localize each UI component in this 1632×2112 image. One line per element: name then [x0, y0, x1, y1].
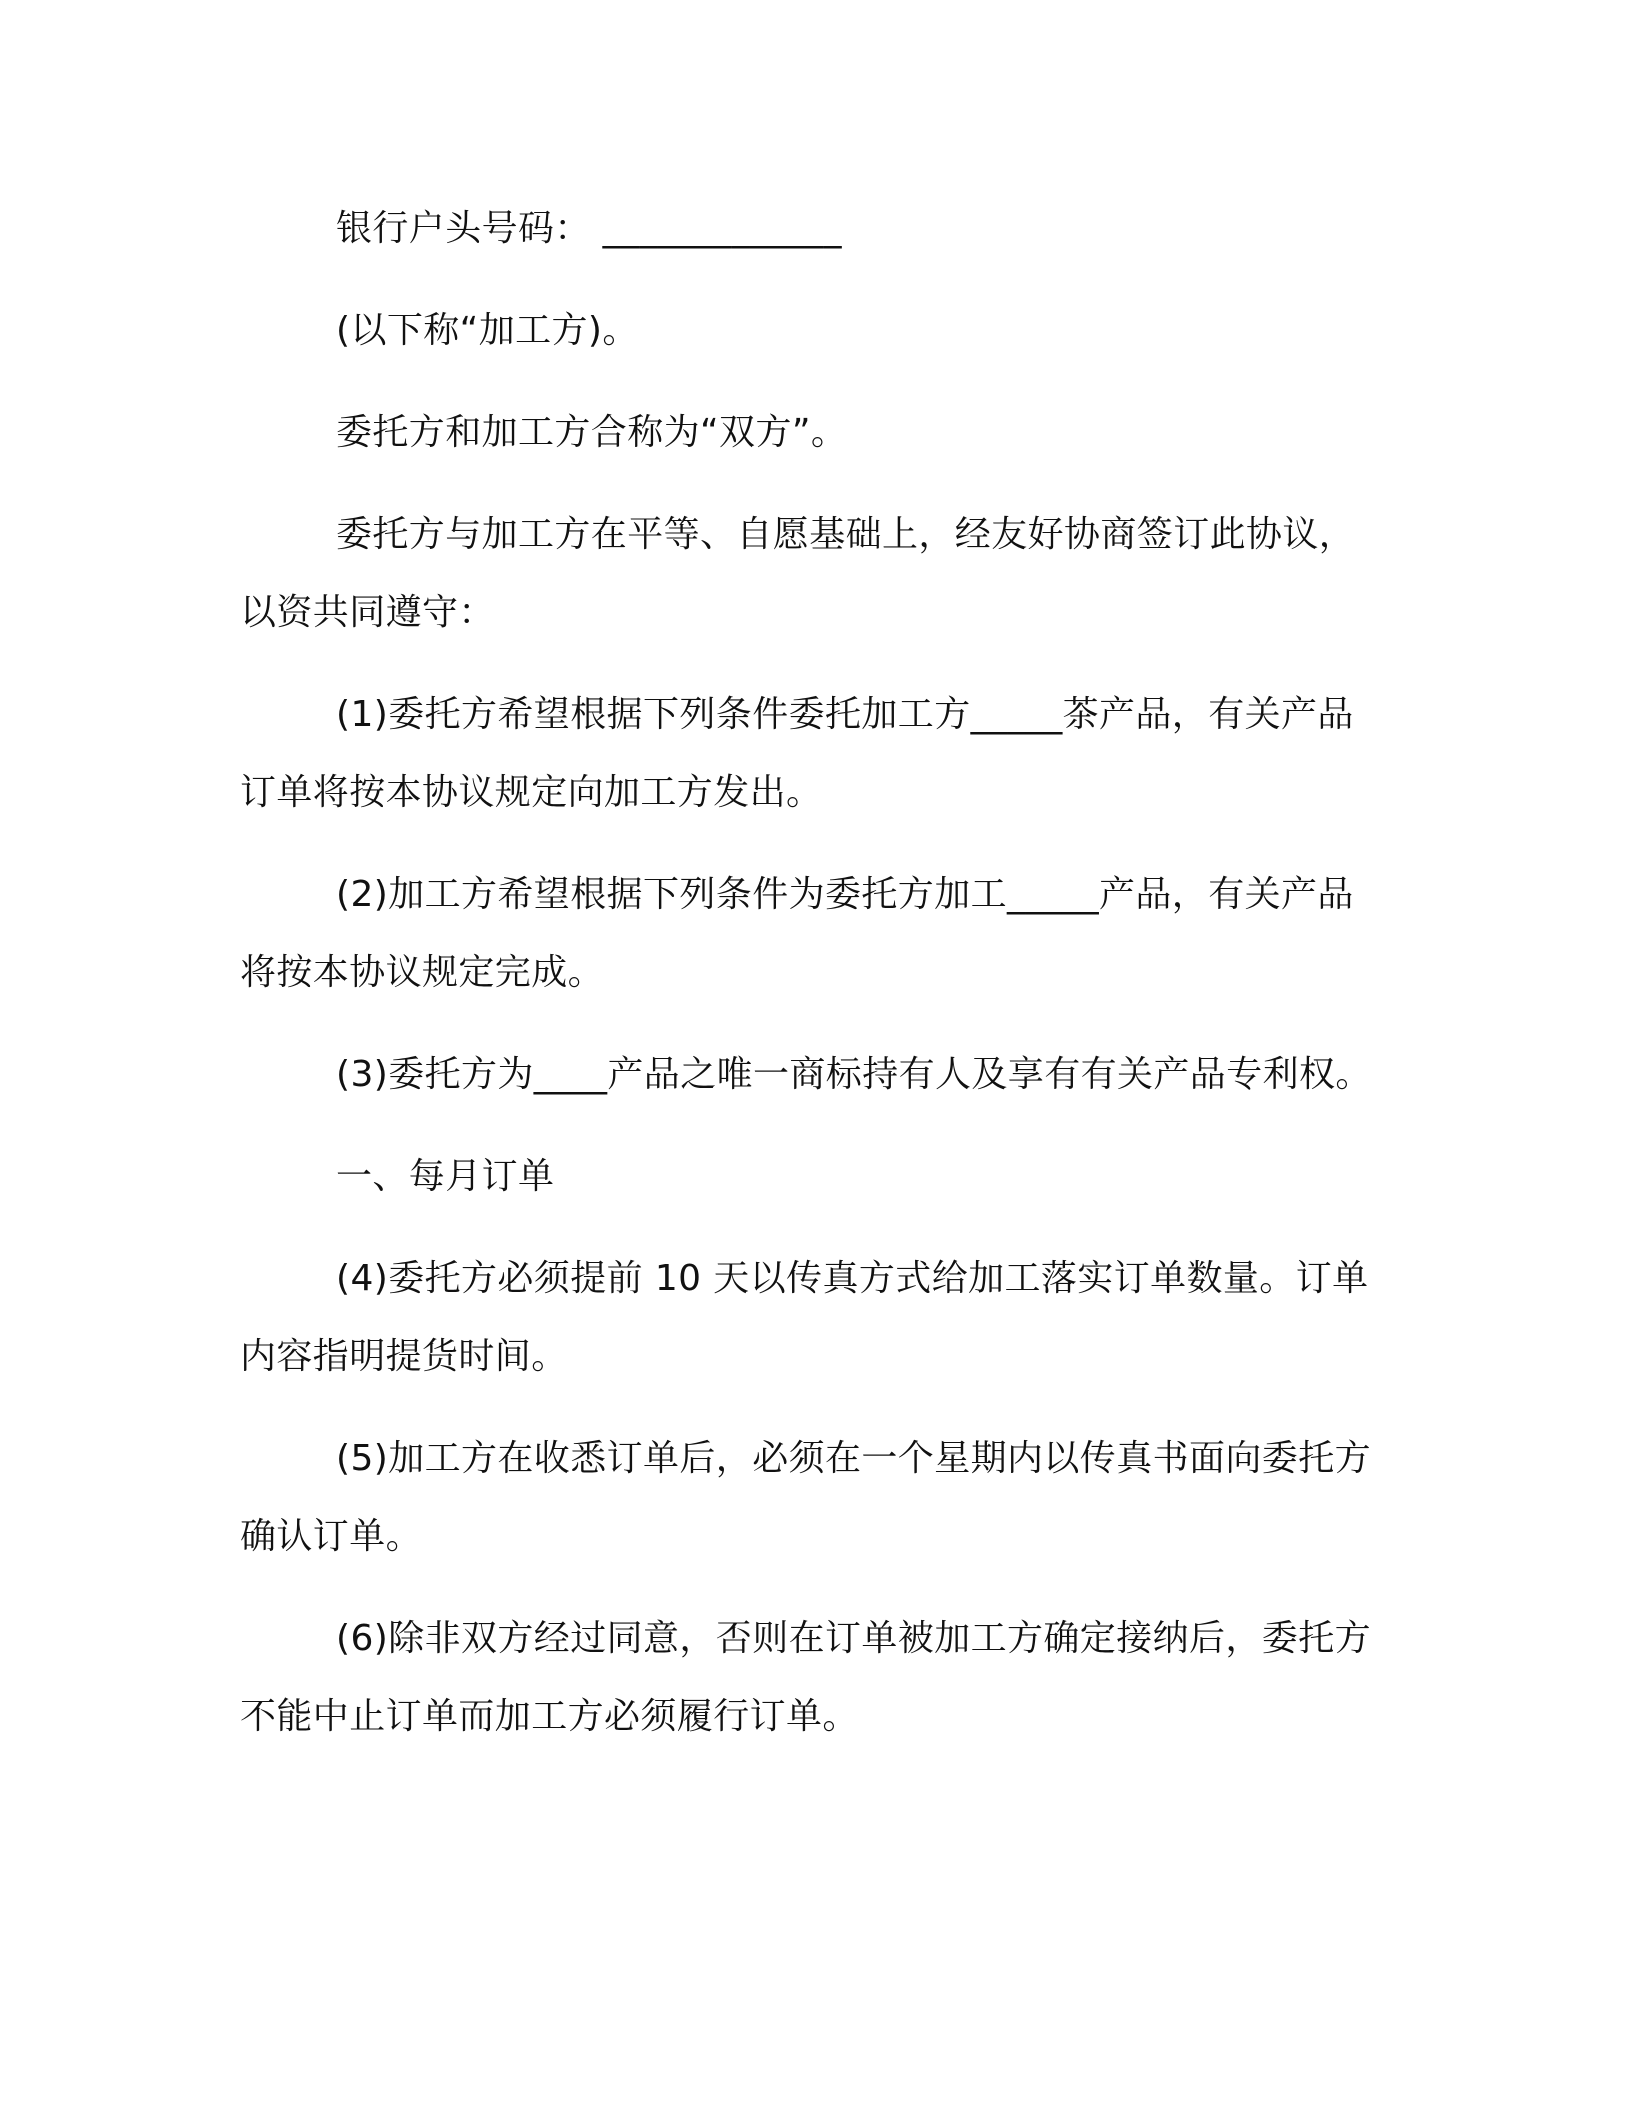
paragraph-agreement-basis: 委托方与加工方在平等、自愿基础上，经友好协商签订此协议，以资共同遵守： [240, 514, 1356, 633]
section-heading-monthly-orders: 一、每月订单 [336, 1156, 555, 1197]
paragraph-processor-definition: (以下称“加工方)。 [336, 310, 639, 351]
clause-1: (1)委托方希望根据下列条件委托加工方_____茶产品，有关产品订单将按本协议规定向加工方发出。 [240, 694, 1354, 813]
clause-2: (2)加工方希望根据下列条件为委托方加工_____产品，有关产品将按本协议规定完成。 [240, 874, 1354, 993]
clause-6: (6)除非双方经过同意，否则在订单被加工方确定接纳后，委托方不能中止订单而加工方必须履行订单。 [240, 1618, 1371, 1737]
paragraph-bank-account: 银行户头号码： _____________ [336, 208, 842, 249]
clause-5: (5)加工方在收悉订单后，必须在一个星期内以传真书面向委托方确认订单。 [240, 1438, 1371, 1557]
document-body [240, 190, 1390, 1756]
clause-4: (4)委托方必须提前 10 天以传真方式给加工落实订单数量。订单内容指明提货时间。 [240, 1258, 1369, 1377]
clause-3: (3)委托方为____产品之唯一商标持有人及享有有关产品专利权。 [336, 1054, 1372, 1095]
paragraph-parties-definition: 委托方和加工方合称为“双方”。 [336, 412, 848, 453]
